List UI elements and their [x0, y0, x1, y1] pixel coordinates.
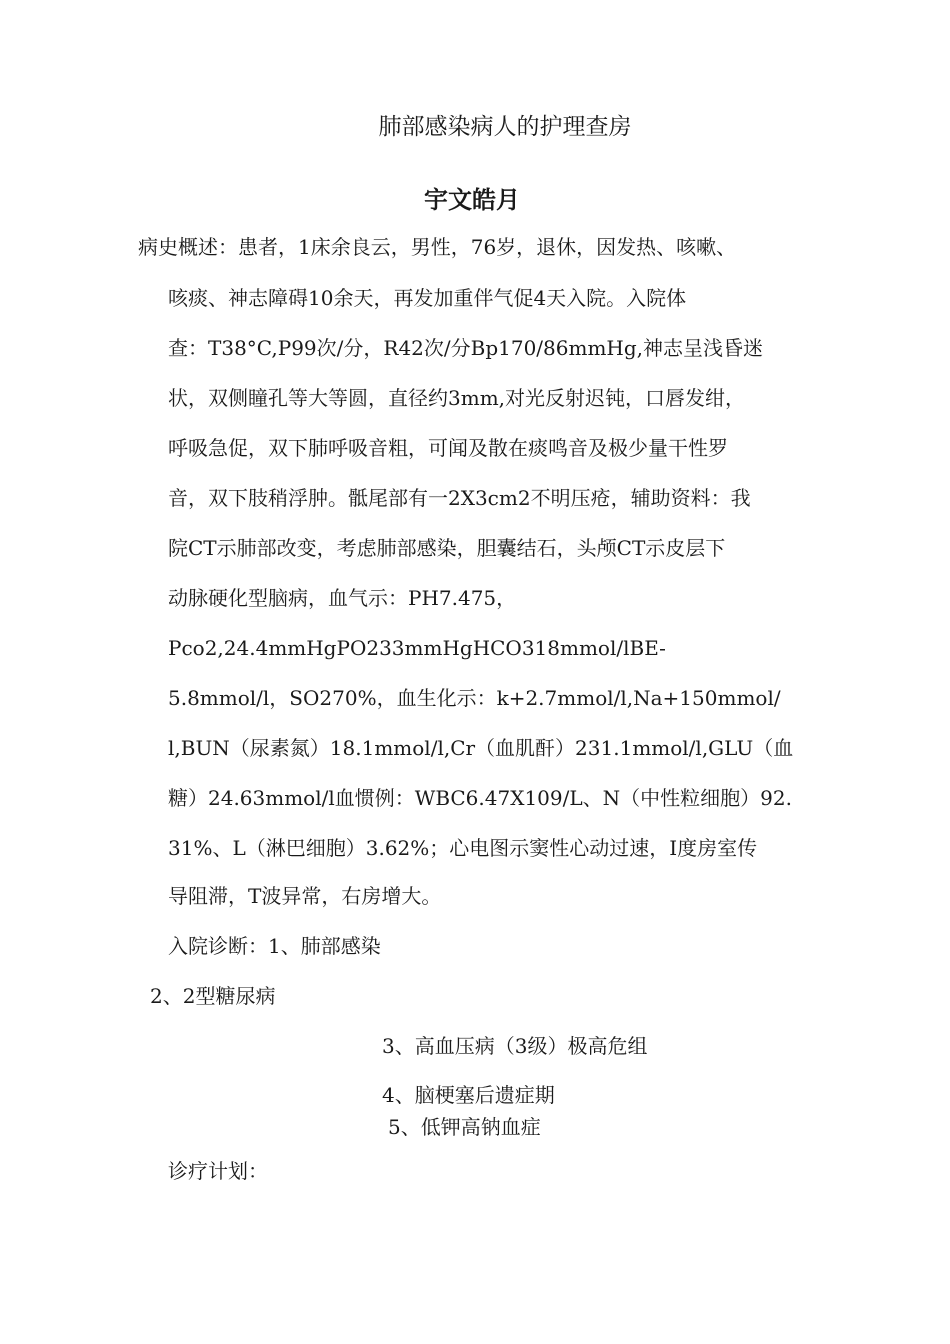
history-line: 病史概述：患者，1床余良云，男性，76岁，退休，因发热、咳嗽、 [138, 235, 737, 259]
history-line: 院CT示肺部改变，考虑肺部感染，胆囊结石，头颅CT示皮层下 [168, 536, 726, 560]
history-line: l,BUN（尿素氮）18.1mmol/l,Cr（血肌酐）231.1mmol/l,GLU（血 [168, 736, 794, 760]
history-line: 查：T38°C,P99次/分，R42次/分Bp170/86mmHg,神志呈浅昏迷 [168, 336, 764, 360]
diagnosis-item: 入院诊断：1、肺部感染 [168, 934, 381, 958]
diagnosis-item: 2、2型糖尿病 [150, 984, 276, 1008]
history-line: 糖）24.63mmol/l血惯例：WBC6.47X109/L、N（中性粒细胞）92. [168, 786, 792, 810]
treatment-plan-label: 诊疗计划： [168, 1159, 268, 1183]
history-line: Pco2,24.4mmHgPO233mmHgHCO318mmol/lBE- [168, 636, 666, 660]
diagnosis-item: 4、脑梗塞后遗症期 [382, 1083, 555, 1107]
history-line: 咳痰、神志障碍10余天，再发加重伴气促4天入院。入院体 [168, 286, 687, 310]
history-line: 导阻滞，T波异常，右房增大。 [168, 884, 442, 908]
document-title: 肺部感染病人的护理查房 [378, 114, 632, 140]
history-line: 状，双侧瞳孔等大等圆，直径约3mm,对光反射迟钝，口唇发绀， [168, 386, 746, 410]
history-line: 31%、L（淋巴细胞）3.62%；心电图示窦性心动过速，I度房室传 [168, 836, 758, 860]
history-line: 动脉硬化型脑病，血气示：PH7.475， [168, 586, 517, 610]
history-line: 音，双下肢稍浮肿。骶尾部有一2X3cm2不明压疮，辅助资料：我 [168, 486, 751, 510]
author-name: 宇文皓月 [424, 186, 520, 214]
history-line: 5.8mmol/l，SO270%，血生化示：k+2.7mmol/l,Na+150mmol/ [168, 686, 781, 710]
diagnosis-item: 3、高血压病（3级）极高危组 [382, 1034, 648, 1058]
history-line: 呼吸急促，双下肺呼吸音粗，可闻及散在痰鸣音及极少量干性罗 [168, 436, 728, 460]
diagnosis-item: 5、低钾高钠血症 [388, 1115, 541, 1139]
